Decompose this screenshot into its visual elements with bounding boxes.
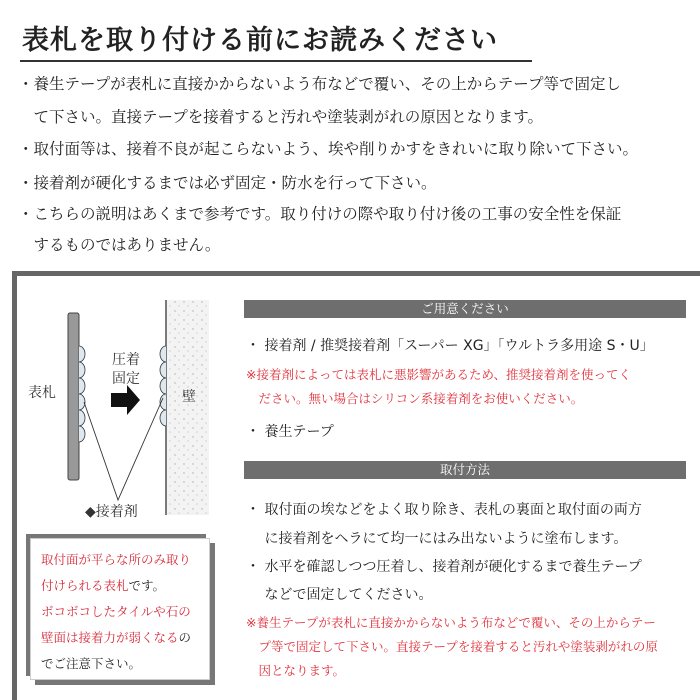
method-note: プ等で固定して下さい。直接テープを接着すると汚れや塗装剥がれの原 xyxy=(246,639,658,654)
caution-text: 壁面は接着力が弱くなる xyxy=(41,630,179,645)
prepare-header: ご用意ください xyxy=(244,300,686,318)
top-note-line: ・接着剤が硬化するまでは必ず固定・防水を行って下さい。 xyxy=(18,174,437,192)
caution-text: です。 xyxy=(128,578,166,593)
plate-label: 表札 xyxy=(28,385,56,401)
method-header: 取付方法 xyxy=(244,461,686,479)
method-note: 因となります。 xyxy=(246,663,346,678)
press-label: 圧着 xyxy=(112,352,140,368)
frame-border xyxy=(12,271,17,700)
page-title: 表札を取り付ける前にお読みください xyxy=(22,25,498,56)
caution-text: でご注意下さい。 xyxy=(41,656,142,671)
top-note-line: ・取付面等は、接着不良が起こらないよう、埃や削りかすをきれいに取り除いて下さい。 xyxy=(18,140,639,158)
top-note-line: て下さい。直接テープを接着すると汚れや塗装剥がれの原因となります。 xyxy=(18,108,543,126)
installation-diagram xyxy=(20,290,220,525)
adhesive-label: ◆接着剤 xyxy=(85,504,138,520)
adhesive-dots-wall xyxy=(160,346,166,426)
top-note-line: するものではありません。 xyxy=(18,236,221,254)
caution-text: の xyxy=(178,630,192,645)
top-note-line: ・こちらの説明はあくまで参考です。取り付けの際や取り付け後の工事の安全性を保証 xyxy=(18,205,622,223)
caution-text: 付けられる表札 xyxy=(41,578,129,593)
nameplate-shape xyxy=(68,313,79,480)
prepare-note: ※接着剤によっては表札に悪影響があるため、推奨接着剤を使ってく xyxy=(246,367,631,382)
prepare-item: ・ 接着剤 / 推奨接着剤「スーパー XG」「ウルトラ多用途 S・U」 xyxy=(246,338,654,354)
caution-box xyxy=(30,538,210,680)
method-line: ・ 取付面の埃などをよく取り除き、表札の裏面と取付面の両方 xyxy=(246,502,642,518)
prepare-note: ださい。無い場合はシリコン系接着剤をお使いください。 xyxy=(246,391,584,406)
prepare-item: ・ 養生テープ xyxy=(246,424,334,440)
method-line: などで固定してください。 xyxy=(246,587,433,603)
wall-label: 壁 xyxy=(182,389,196,405)
top-note-line: ・養生テープが表札に直接かからないよう布などで覆い、その上からテープ等で固定し xyxy=(18,75,621,93)
caution-text: 取付面が平らな所のみ取り xyxy=(41,552,192,567)
adhesive-dots-plate xyxy=(79,346,85,442)
method-note: ※養生テープが表札に直接かからないよう布などで覆い、その上からテー xyxy=(246,615,656,630)
arrow-right-icon xyxy=(111,385,140,415)
frame-border xyxy=(12,271,700,276)
method-line: ・ 水平を確認しつつ圧着し、接着剤が硬化するまで養生テープ xyxy=(246,559,642,575)
caution-text: ボコボコしたタイルや石の xyxy=(41,604,191,619)
title-underline xyxy=(20,60,532,62)
method-line: に接着剤をヘラにて均一にはみ出ないように塗布します。 xyxy=(246,531,628,547)
fix-label: 固定 xyxy=(112,371,140,387)
